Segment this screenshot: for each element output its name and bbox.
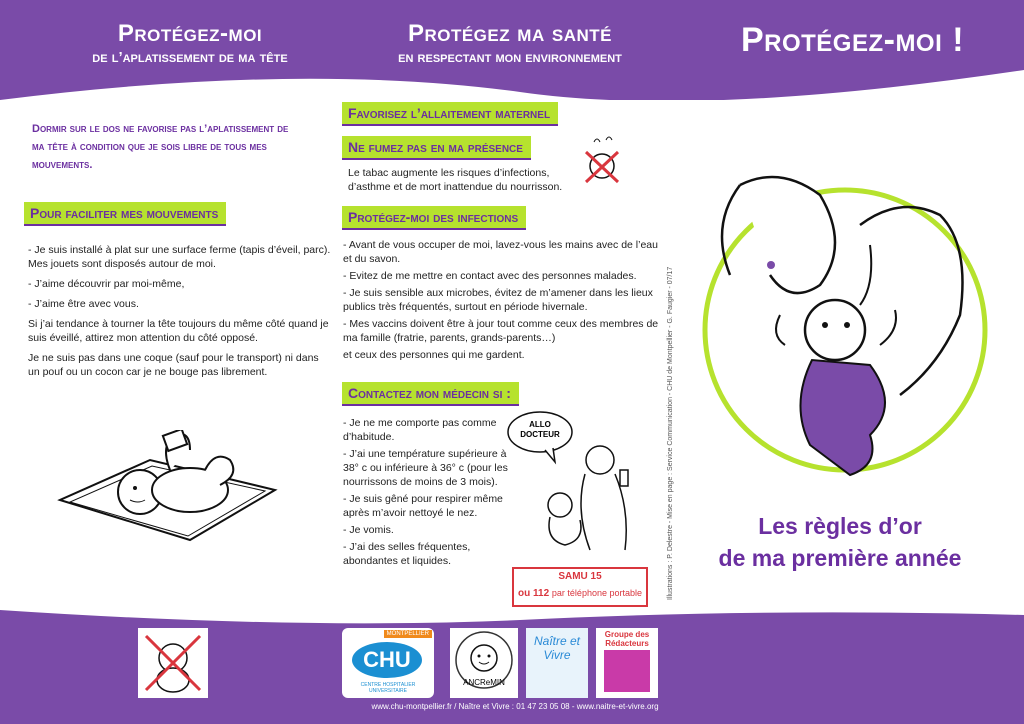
col1-p4: Si j’ai tendance à tourner la tête toujours du même côté quand je suis éveillé, attirez mon attention du côté opposé. — [28, 318, 329, 344]
header-col1-sub: de l’aplatissement de ma tête — [92, 49, 288, 66]
header-col1 — [40, 20, 340, 68]
doctor-item: - Je suis gêné pour respirer même après m’avoir nettoyé le nez. — [343, 493, 503, 519]
col1-text — [28, 243, 333, 385]
samu-box — [512, 567, 648, 607]
no-pillow-logo — [138, 628, 208, 698]
chu-logo-tag: MONTPELLIER — [384, 630, 432, 638]
col1-p3: - J’aime être avec vous. — [28, 298, 139, 310]
header-col2 — [325, 20, 695, 68]
groupe-redacteurs-logo — [596, 628, 658, 698]
header-col2-main: Protégez ma santé — [407, 20, 613, 47]
header-col3-main: Protégez-moi ! — [740, 21, 965, 59]
samu-mobile: par téléphone portable — [551, 588, 642, 598]
groupe-redacteurs-book — [604, 650, 650, 692]
doctor-item: - J’ai des selles fréquentes, abondantes et liquides. — [343, 541, 471, 567]
no-smoking-icon — [572, 134, 632, 194]
tag-infections: Protégez-moi des infections — [342, 206, 526, 230]
credits-text: Illustrations : P. Delestre - Mise en page : Service Communication - CHU de Montpellier - G. Faugier - 07/17 — [667, 266, 674, 600]
header-col1-main: Protégez-moi — [117, 20, 263, 47]
col1-p2: - J’aime découvrir par moi-même, — [28, 278, 185, 290]
tag-contactez-medecin: Contactez mon médecin si : — [342, 382, 519, 406]
chu-logo-text: CHU — [352, 642, 422, 678]
naitre-vivre-text: Naître et Vivre — [533, 634, 581, 662]
samu-112: ou 112 — [518, 588, 550, 599]
tag-allaitement: Favorisez l’allaitement maternel — [342, 102, 558, 126]
infection-item: - Evitez de me mettre en contact avec des personnes malades. — [343, 270, 637, 282]
no-pillow-icon — [138, 628, 208, 698]
infection-item: - Je suis sensible aux microbes, évitez de m’amener dans les lieux publics très fréquentés, surtout en période hivernale. — [343, 287, 653, 313]
naitre-vivre-logo — [526, 628, 588, 698]
doctor-item: - J’ai une température supérieure à 38° c ou inférieure à 36° c (pour les nourrissons de moins de 3 mois). — [343, 448, 508, 488]
ancremin-logo — [450, 628, 518, 698]
chu-logo-sub: CENTRE HOSPITALIER UNIVERSITAIRE — [360, 682, 416, 694]
baby-on-mat-illustration — [50, 430, 280, 545]
header-col3 — [690, 20, 1015, 60]
bubble-text: ALLO DOCTEUR — [520, 420, 560, 439]
ancremin-text: ANCReMIN — [463, 678, 505, 687]
chu-logo — [342, 628, 434, 698]
ancremin-icon — [450, 628, 518, 698]
family-illustration — [700, 165, 1000, 495]
doctor-list — [343, 416, 508, 571]
footer-text: www.chu-montpellier.fr / Naître et Vivre : 01 47 23 05 08 - www.naitre-et-vivre.org — [371, 702, 659, 711]
col1-p1: - Je suis installé à plat sur une surface ferme (tapis d’éveil, parc). Mes jouets sont disposés autour de moi. — [28, 244, 331, 270]
infection-end: et ceux des personnes qui me gardent. — [343, 349, 525, 361]
doctor-item: - Je ne me comporte pas comme d’habitude. — [343, 417, 497, 443]
infections-list — [343, 238, 661, 362]
col1-intro: Dormir sur le dos ne favorise pas l’aplatissement de ma tête à condition que je sois libre de tous mes mouvements. — [32, 123, 289, 171]
samu-line2 — [514, 585, 646, 602]
col1-p5: Je ne suis pas dans une coque (sauf pour le transport) ni dans un pouf ou un cocon car je ne bouge pas librement. — [28, 352, 319, 378]
tag-faciliter-mouvements: Pour faciliter mes mouvements — [24, 202, 226, 226]
infection-item: - Mes vaccins doivent être à jour tout comme ceux des membres de ma famille (fratrie, parents, grands-parents…) — [343, 318, 659, 344]
tag-ne-fumez-pas: Ne fumez pas en ma présence — [342, 136, 531, 160]
smoke-text: Le tabac augmente les risques d’infections, d’asthme et de mort inattendue du nourrisson. — [348, 167, 563, 193]
header-col2-sub: en respectant mon environnement — [398, 49, 622, 66]
main-title-line2: de ma première année — [718, 545, 962, 571]
doctor-item: - Je vomis. — [343, 524, 394, 536]
infection-item: - Avant de vous occuper de moi, lavez-vous les mains avec de l’eau et du savon. — [343, 239, 658, 265]
main-title-line1: Les règles d’or — [758, 513, 922, 539]
samu-line1: SAMU 15 — [558, 571, 602, 582]
groupe-redacteurs-text: Groupe des Rédacteurs — [604, 630, 650, 648]
credits — [657, 250, 674, 610]
main-title — [670, 510, 1010, 574]
